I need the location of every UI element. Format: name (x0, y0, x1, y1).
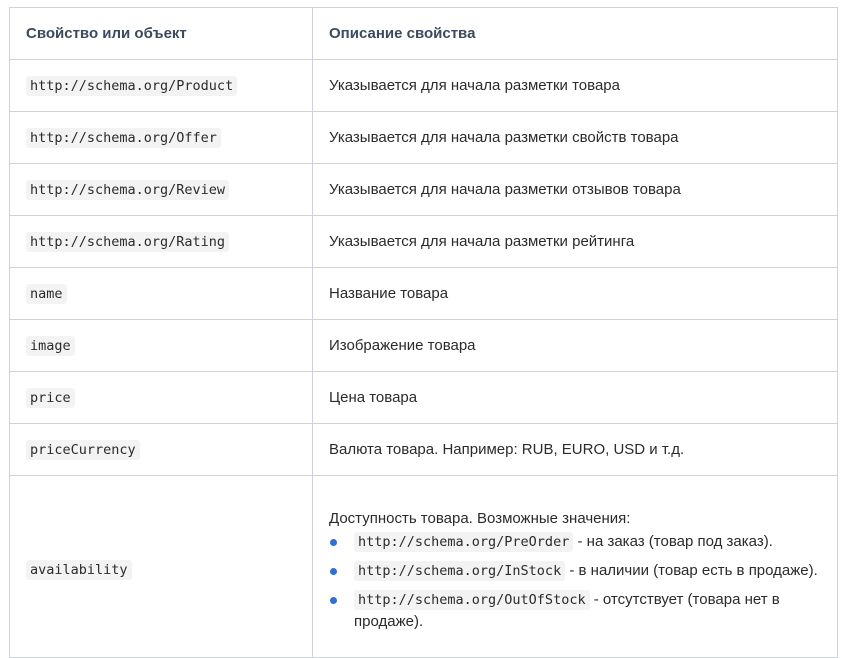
property-code: priceCurrency (26, 440, 140, 460)
property-code: http://schema.org/Offer (26, 128, 221, 148)
table-row (10, 112, 838, 164)
list-item (329, 589, 821, 632)
table-row (10, 372, 838, 424)
table-row (10, 320, 838, 372)
value-description: - на заказ (товар под заказ). (573, 532, 773, 550)
table-row-availability (10, 476, 838, 658)
property-cell (10, 112, 313, 164)
value-code: http://schema.org/PreOrder (354, 532, 573, 552)
header-description: Описание свойства (313, 8, 838, 60)
availability-values-list (329, 531, 821, 632)
list-item (329, 560, 821, 582)
table-row (10, 60, 838, 112)
header-property: Свойство или объект (10, 8, 313, 60)
property-code: name (26, 284, 67, 304)
property-code: price (26, 388, 75, 408)
description-cell: Указывается для начала разметки свойств товара (313, 112, 838, 164)
property-cell (10, 424, 313, 476)
property-code: availability (26, 560, 132, 580)
value-code: http://schema.org/InStock (354, 561, 565, 581)
property-code: image (26, 336, 75, 356)
property-code: http://schema.org/Review (26, 180, 229, 200)
description-cell: Название товара (313, 268, 838, 320)
table-row (10, 268, 838, 320)
property-cell (10, 268, 313, 320)
property-cell (10, 216, 313, 268)
description-cell: Валюта товара. Например: RUB, EURO, USD и т.д. (313, 424, 838, 476)
availability-intro: Доступность товара. Возможные значения: (329, 509, 631, 527)
schema-properties-table (9, 7, 838, 658)
table-row (10, 424, 838, 476)
description-cell: Указывается для начала разметки отзывов товара (313, 164, 838, 216)
description-cell: Изображение товара (313, 320, 838, 372)
description-cell: Указывается для начала разметки товара (313, 60, 838, 112)
table-header-row (10, 8, 838, 60)
value-code: http://schema.org/OutOfStock (354, 590, 590, 610)
list-item (329, 531, 821, 553)
property-code: http://schema.org/Product (26, 76, 237, 96)
table-row (10, 164, 838, 216)
property-cell (10, 164, 313, 216)
property-cell (10, 320, 313, 372)
property-code: http://schema.org/Rating (26, 232, 229, 252)
description-cell: Указывается для начала разметки рейтинга (313, 216, 838, 268)
value-description: - отсутствует (товара нет в продаже). (354, 590, 780, 630)
property-cell (10, 476, 313, 658)
description-cell: Цена товара (313, 372, 838, 424)
description-cell (313, 476, 838, 658)
table-row (10, 216, 838, 268)
property-cell (10, 372, 313, 424)
value-description: - в наличии (товар есть в продаже). (565, 561, 818, 579)
property-cell (10, 60, 313, 112)
